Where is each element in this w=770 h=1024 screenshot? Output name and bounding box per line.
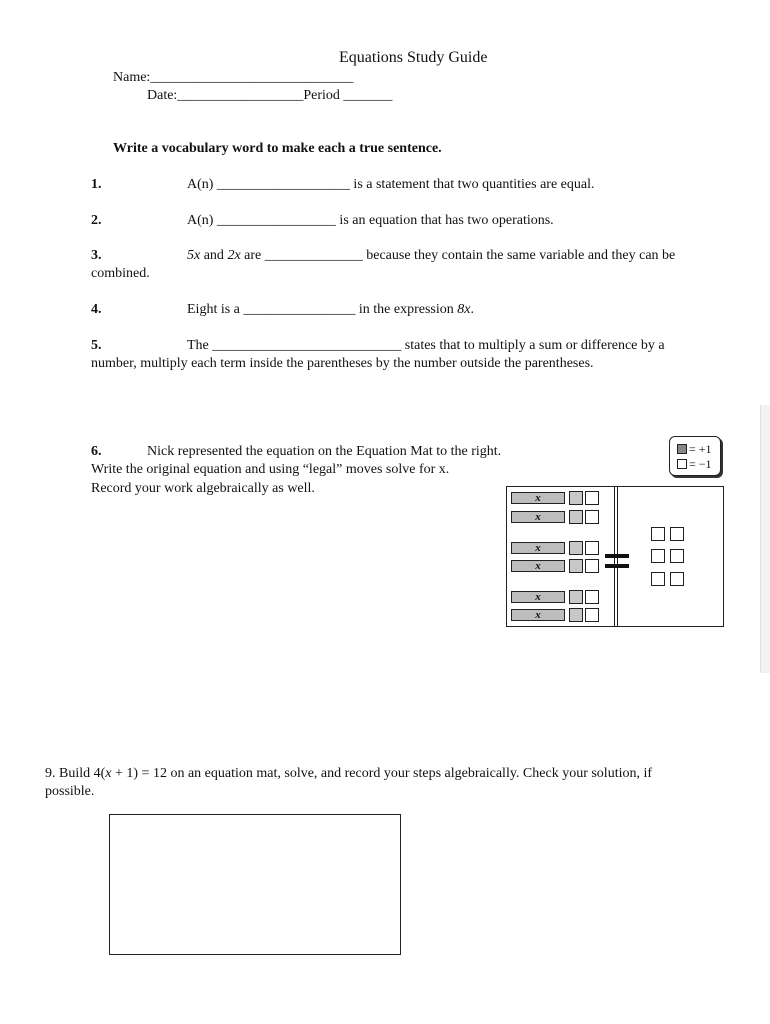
- q6-line1: Nick represented the equation on the Equation Mat to the right.: [147, 444, 502, 459]
- item-3-and: and: [200, 248, 228, 263]
- unit-tile: [651, 549, 665, 563]
- item-2-text: A(n) _________________ is an equation that has two operations.: [187, 213, 554, 228]
- equation-mat: [506, 486, 724, 627]
- item-1-text: A(n) ___________________ is a statement that two quantities are equal.: [187, 177, 595, 192]
- legend-positive: [677, 442, 712, 456]
- q9-line1: [45, 765, 652, 783]
- unit-tile: [585, 608, 599, 622]
- unit-tile: [585, 491, 599, 505]
- q9-post: + 1) = 12 on an equation mat, solve, and record your steps algebraically. Check your solution, if: [111, 766, 653, 781]
- item-4-pre: Eight is a ________________ in the expression: [187, 302, 458, 317]
- positive-tile-icon: [677, 444, 687, 454]
- item-4-post: .: [470, 302, 474, 317]
- x-tile: x: [511, 542, 565, 554]
- item-4-text: [187, 301, 474, 319]
- legend-positive-label: = +1: [689, 441, 712, 456]
- unit-tile: [670, 527, 684, 541]
- unit-tile: [585, 510, 599, 524]
- item-3-text: [187, 247, 675, 265]
- unit-tile: [651, 527, 665, 541]
- item-1-number: 1.: [91, 177, 102, 192]
- item-3-line2: combined.: [91, 266, 150, 281]
- unit-tile: [569, 608, 583, 622]
- item-5-number: 5.: [91, 338, 102, 353]
- unit-tile: [585, 541, 599, 555]
- legend-negative-label: = −1: [689, 456, 712, 471]
- item-2-number: 2.: [91, 213, 102, 228]
- unit-tile: [569, 491, 583, 505]
- tile-legend: [669, 436, 721, 476]
- x-tile: x: [511, 560, 565, 572]
- name-line: Name:_____________________________: [113, 70, 354, 85]
- unit-tile: [569, 559, 583, 573]
- item-3-var-2x: 2x: [227, 248, 241, 263]
- unit-tile: [585, 559, 599, 573]
- unit-tile: [670, 549, 684, 563]
- item-5-text: The ___________________________ states that to multiply a sum or difference by a: [187, 338, 665, 353]
- scrollbar[interactable]: [760, 405, 770, 673]
- x-tile: x: [511, 511, 565, 523]
- q9-line2: possible.: [45, 784, 95, 799]
- q9-var: x: [105, 766, 112, 781]
- unit-tile: [569, 541, 583, 555]
- x-tile: x: [511, 609, 565, 621]
- item-4-var: 8x: [457, 302, 471, 317]
- item-3-rest: are ______________ because they contain the same variable and they can be: [240, 248, 676, 263]
- unit-tile: [670, 572, 684, 586]
- item-4-number: 4.: [91, 302, 102, 317]
- item-5-line2: number, multiply each term inside the parentheses by the number outside the parentheses.: [91, 356, 594, 371]
- equals-sign-top: [605, 554, 629, 558]
- unit-tile: [569, 590, 583, 604]
- equals-sign-bottom: [605, 564, 629, 568]
- vocab-instruction: Write a vocabulary word to make each a true sentence.: [113, 141, 442, 156]
- item-3-number: 3.: [91, 248, 102, 263]
- unit-tile: [585, 590, 599, 604]
- unit-tile: [651, 572, 665, 586]
- q6-line2: Write the original equation and using “legal” moves solve for x.: [91, 462, 450, 477]
- legend-negative: [677, 457, 712, 471]
- item-3-var-5x: 5x: [187, 248, 201, 263]
- page-title: Equations Study Guide: [339, 49, 488, 66]
- negative-tile-icon: [677, 459, 687, 469]
- x-tile: x: [511, 591, 565, 603]
- x-tile: x: [511, 492, 565, 504]
- unit-tile: [569, 510, 583, 524]
- q6-line3: Record your work algebraically as well.: [91, 481, 315, 496]
- date-period-line: Date:__________________Period _______: [147, 88, 393, 103]
- q9-pre: 9. Build 4(: [45, 766, 106, 781]
- q6-number: 6.: [91, 444, 102, 459]
- work-box[interactable]: [109, 814, 401, 955]
